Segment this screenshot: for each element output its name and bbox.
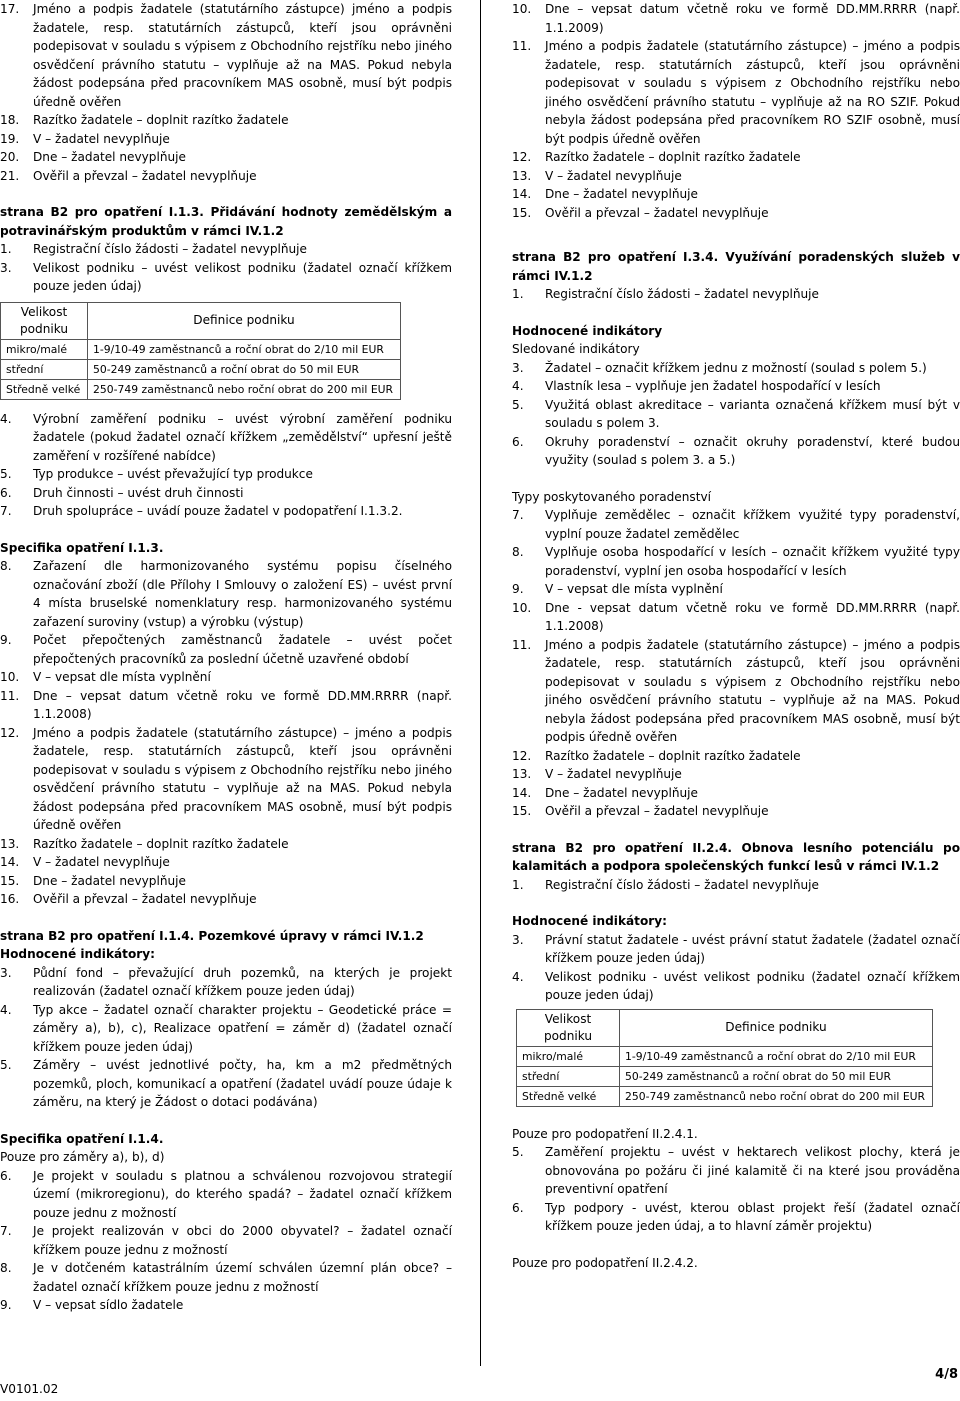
list-item [0, 964, 452, 1001]
list-item [512, 37, 960, 148]
item-text: V – vepsat dle místa vyplnění [545, 582, 723, 596]
item-number: 13. [512, 168, 532, 183]
list-item [512, 377, 960, 396]
document-version: V0101.02 [0, 1382, 59, 1396]
list-item [512, 1199, 960, 1236]
item-number: 13. [512, 767, 532, 781]
item-number: 6. [0, 485, 12, 500]
subheading-indicators: Hodnocené indikátory: [0, 947, 155, 961]
item-text: Typ podpory - uvést, kterou oblast projekt řeší (žadatel označí křížkem pouze jeden údaj, a to hlavní záměr projektu) [545, 1200, 960, 1233]
table-cell-size: střední [1, 359, 88, 379]
item-text: Vlastník lesa – vyplňuje jen žadatel hospodařící v lesích [545, 379, 881, 393]
item-text: Okruhy poradenství – označit okruhy poradenství, které budou využity (soulad s polem 3. a 5.) [545, 434, 960, 467]
page-number: 4/8 [935, 1367, 958, 1382]
item-number: 4. [512, 379, 524, 393]
item-number: 16. [0, 892, 20, 906]
item-number: 14. [512, 785, 532, 800]
item-text: V – vepsat sídlo žadatele [33, 1298, 184, 1312]
item-text: Výrobní zaměření podniku – uvést výrobní zaměření podniku žadatele (pokud žadatel označí křížkem „zemědělství“ upřesní ještě zaměření v rozšířené nabídce) [33, 411, 452, 463]
item-text: V – žadatel nevyplňuje [33, 855, 170, 869]
list-item [0, 557, 452, 631]
list-item [0, 668, 452, 687]
list-item [512, 784, 960, 803]
item-number: 5. [512, 1145, 524, 1159]
item-number: 11. [512, 39, 532, 53]
list-right-b0 [512, 285, 960, 304]
list-item [0, 872, 452, 891]
table-row [1, 379, 401, 399]
item-number: 8. [0, 559, 12, 573]
item-number: 12. [512, 748, 532, 763]
item-number: 4. [0, 1002, 12, 1017]
item-number: 10. [512, 2, 532, 16]
item-text: Záměry – uvést jednotlivé počty, ha, km a m2 předmětných pozemků, ploch, komunikací a opatření (žadatel uvádí pouze údaje k záměru, na který je Žádost o dotaci podávána) [33, 1058, 452, 1109]
list-item [512, 968, 960, 1005]
item-text: Ověřil a převzal – žadatel nevyplňuje [545, 205, 769, 220]
item-text: Razítko žadatele – doplnit razítko žadatele [545, 150, 801, 164]
item-number: 9. [512, 582, 524, 596]
item-text: V – žadatel nevyplňuje [545, 168, 682, 183]
list-left-d [0, 964, 452, 1112]
section-heading-II-2-4: strana B2 pro opatření II.2.4. Obnova lesního potenciálu po kalamitách a podpora společenských funkcí lesů v rámci IV.1.2 [512, 840, 960, 873]
table-row [1, 359, 401, 379]
table-cell-definition: 50-249 zaměstnanců a roční obrat do 50 mil EUR [620, 1066, 933, 1086]
item-number: 10. [512, 600, 532, 615]
note-podopatreni-II-2-4-2: Pouze pro podopatření II.2.4.2. [512, 1255, 698, 1270]
item-number: 3. [0, 260, 12, 275]
item-number: 3. [0, 965, 12, 980]
item-number: 3. [512, 360, 524, 375]
item-number: 10. [0, 670, 20, 684]
item-number: 13. [0, 836, 20, 851]
item-text: Dne – vepsat datum včetně roku ve formě DD.MM.RRRR (např. 1.1.2009) [545, 2, 960, 35]
list-item [512, 433, 960, 470]
item-text: Razítko žadatele – doplnit razítko žadatele [33, 836, 289, 851]
list-item [512, 931, 960, 968]
item-text: Razítko žadatele – doplnit razítko žadatele [545, 748, 801, 763]
item-number: 7. [0, 504, 12, 518]
list-item [512, 580, 960, 599]
table-cell-definition: 250-749 zaměstnanců nebo roční obrat do 200 mil EUR [620, 1086, 933, 1106]
list-item [512, 396, 960, 433]
item-text: Půdní fond – převažující druh pozemků, na kterých je projekt realizován (žadatel označí křížkem pouze jeden údaj) [33, 965, 452, 998]
item-text: Typ produkce – uvést převažující typ produkce [33, 467, 313, 481]
item-text: Zaměření projektu – uvést v hektarech velikost plochy, která je obnovována po požáru či jiné kalamitě či na které jsou prováděna preventivní opatření [545, 1145, 960, 1196]
item-text: Registrační číslo žádosti – žadatel nevyplňuje [33, 242, 307, 256]
item-text: Druh činnosti – uvést druh činnosti [33, 485, 244, 500]
table-cell-size: Středně velké [517, 1086, 620, 1106]
item-number: 1. [512, 877, 524, 892]
list-item [0, 0, 452, 111]
item-text: Dne – vepsat datum včetně roku ve formě DD.MM.RRRR (např. 1.1.2008) [33, 688, 452, 721]
item-text: Ověřil a převzal – žadatel nevyplňuje [33, 892, 257, 906]
item-number: 1. [512, 287, 524, 301]
item-text: Dne – žadatel nevyplňuje [545, 187, 698, 201]
list-item [0, 130, 452, 149]
item-number: 15. [512, 205, 532, 220]
item-number: 15. [512, 804, 532, 818]
list-item [512, 506, 960, 543]
section-heading-specifika-I-1-3: Specifika opatření I.1.3. [0, 540, 164, 555]
list-item [512, 167, 960, 186]
item-text: Razítko žadatele – doplnit razítko žadatele [33, 113, 289, 127]
item-number: 4. [512, 969, 524, 984]
column-divider [480, 0, 481, 1366]
list-item [0, 1259, 452, 1296]
list-item [0, 240, 452, 259]
item-text: V – vepsat dle místa vyplnění [33, 670, 211, 684]
text-advisory-types: Typy poskytovaného poradenství [512, 489, 711, 504]
item-text: Druh spolupráce – uvádí pouze žadatel v podopatření I.1.3.2. [33, 504, 403, 518]
item-number: 1. [0, 242, 12, 256]
list-item [512, 148, 960, 167]
list-item [512, 876, 960, 895]
list-right-d [512, 1143, 960, 1236]
list-right-c1 [512, 931, 960, 1005]
item-number: 7. [512, 508, 524, 522]
list-item [0, 1056, 452, 1112]
enterprise-size-table [516, 1009, 933, 1107]
item-text: Jméno a podpis žadatele (statutárního zástupce) jméno a podpis žadatele, resp. statutárních zástupců, kteří jsou oprávněni podepisovat v souladu s výpisem z Obchodního rejstříku nebo jiného osvědčení právního statutu – vyplňuje až na MAS. Pokud nebyla žádost podepsána před pracovníkem MAS osobně, musí být podpis úředně ověřen [33, 2, 452, 109]
list-left-c [0, 557, 452, 909]
item-text: Jméno a podpis žadatele (statutárního zástupce) – jméno a podpis žadatele, resp. statutárních zástupců, kteří jsou oprávněni podepisovat v souladu s výpisem z Obchodního rejstříku nebo jiného osvědčení právního statutu – vyplňuje až na MAS. Pokud nebyla žádost podepsána před pracovníkem MAS osobně, musí být podpis úředně ověřen [545, 637, 960, 744]
item-number: 6. [0, 1168, 12, 1183]
subheading-indicators: Hodnocené indikátory: [512, 914, 667, 928]
list-item [0, 465, 452, 484]
table-header-definition: Definice podniku [88, 302, 401, 339]
item-number: 11. [512, 637, 532, 652]
item-number: 17. [0, 2, 20, 16]
item-text: Žadatel – označit křížkem jednu z možností (soulad s polem 5.) [545, 360, 927, 375]
item-number: 11. [0, 688, 20, 703]
item-number: 5. [0, 1058, 12, 1072]
item-text: Registrační číslo žádosti – žadatel nevyplňuje [545, 287, 819, 301]
table-cell-definition: 1-9/10-49 zaměstnanců a roční obrat do 2/10 mil EUR [88, 339, 401, 359]
item-text: Ověřil a převzal – žadatel nevyplňuje [545, 804, 769, 818]
item-number: 14. [0, 855, 20, 869]
list-right-a [512, 0, 960, 222]
item-text: Právní statut žadatele - uvést právní statut žadatele (žadatel označí křížkem pouze jeden údaj) [545, 932, 960, 965]
item-number: 14. [512, 187, 532, 201]
table-cell-size: Středně velké [1, 379, 88, 399]
list-item [0, 484, 452, 503]
list-item [0, 1222, 452, 1259]
table-row [517, 1086, 933, 1106]
list-left-e [0, 1167, 452, 1315]
section-heading-I-3-4: strana B2 pro opatření I.3.4. Využívání poradenských služeb v rámci IV.1.2 [512, 250, 960, 283]
list-item [512, 802, 960, 821]
item-number: 7. [0, 1224, 12, 1238]
list-item [512, 1143, 960, 1199]
list-item [0, 259, 452, 296]
item-text: Zařazení dle harmonizovaného systému popisu číselného označování zboží (dle Přílohy I Smlouvy o založení ES) – uvést první 4 místa bruselské nomenklatury resp. harmonizovaného systému zařazení suroviny (vstup) a výrobku (výstup) [33, 559, 452, 629]
item-number: 8. [512, 545, 524, 559]
list-item [512, 636, 960, 747]
list-item [512, 285, 960, 304]
list-item [0, 890, 452, 909]
item-number: 8. [0, 1261, 12, 1275]
item-number: 9. [0, 1298, 12, 1312]
table-header-size: Velikost podniku [1, 302, 88, 339]
item-number: 15. [0, 873, 20, 888]
item-number: 19. [0, 131, 20, 146]
item-number: 3. [512, 932, 524, 947]
section-heading-I-1-3: strana B2 pro opatření I.1.3. Přidávání hodnoty zemědělským a potravinářským produktům v rámci IV.1.2 [0, 205, 452, 238]
table-header-size: Velikost podniku [517, 1009, 620, 1046]
list-item [512, 185, 960, 204]
list-left-b2 [0, 410, 452, 521]
item-number: 6. [512, 434, 524, 449]
section-heading-specifika-I-1-4: Specifika opatření I.1.4. [0, 1131, 164, 1146]
item-number: 5. [0, 467, 12, 481]
list-item [0, 835, 452, 854]
note-podopatreni-II-2-4-1: Pouze pro podopatření II.2.4.1. [512, 1126, 698, 1141]
table-row [1, 339, 401, 359]
list-item [0, 167, 452, 186]
item-number: 12. [512, 150, 532, 164]
item-text: V – žadatel nevyplňuje [33, 131, 170, 146]
list-item [0, 111, 452, 130]
table-cell-definition: 1-9/10-49 zaměstnanců a roční obrat do 2/10 mil EUR [620, 1046, 933, 1066]
item-text: Registrační číslo žádosti – žadatel nevyplňuje [545, 877, 819, 892]
left-column [0, 0, 452, 1315]
item-text: Dne – žadatel nevyplňuje [545, 785, 698, 800]
item-text: Ověřil a převzal – žadatel nevyplňuje [33, 168, 257, 183]
list-item [0, 148, 452, 167]
list-item [0, 687, 452, 724]
table-cell-definition: 250-749 zaměstnanců nebo roční obrat do 200 mil EUR [88, 379, 401, 399]
list-item [512, 765, 960, 784]
section-heading-I-1-4: strana B2 pro opatření I.1.4. Pozemkové úpravy v rámci IV.1.2 [0, 928, 424, 943]
note-zamery: Pouze pro záměry a), b), d) [0, 1150, 165, 1164]
item-text: Využitá oblast akreditace – varianta označená křížkem musí být v souladu s polem 3. [545, 397, 960, 430]
list-item [0, 1001, 452, 1057]
item-text: Jméno a podpis žadatele (statutárního zástupce) – jméno a podpis žadatele, resp. statutárních zástupců, kteří jsou oprávněni podepisovat v souladu s výpisem z Obchodního rejstříku nebo jiného osvědčení právního statutu – vyplňuje až na MAS. Pokud nebyla žádost podepsána před pracovníkem MAS osobně, musí být podpis úředně ověřen [33, 725, 452, 832]
list-item [512, 359, 960, 378]
list-right-b1 [512, 359, 960, 470]
list-left-a [0, 0, 452, 185]
item-text: Je projekt realizován v obci do 2000 obyvatel? – žadatel označí křížkem pouze jednu z možností [33, 1224, 452, 1257]
table-header-definition: Definice podniku [620, 1009, 933, 1046]
table-row [517, 1046, 933, 1066]
list-item [512, 747, 960, 766]
list-right-b2 [512, 506, 960, 821]
subheading-indicators: Hodnocené indikátory [512, 323, 663, 338]
item-text: Typ akce – žadatel označí charakter projektu – Geodetické práce = záměry a), b), c), Realizace opatření = záměr d) (žadatel označí křížkem pouze jeden údaj) [33, 1002, 452, 1054]
list-item [512, 543, 960, 580]
item-text: Vyplňuje osoba hospodařící v lesích – označit křížkem využité typy poradenství, vyplní jen osoba hospodařící v lesích [545, 545, 960, 578]
item-number: 20. [0, 150, 20, 164]
item-number: 12. [0, 725, 20, 740]
item-number: 5. [512, 397, 524, 412]
item-number: 21. [0, 168, 20, 183]
list-item [512, 204, 960, 223]
list-left-b1 [0, 240, 452, 296]
list-right-c0 [512, 876, 960, 895]
list-item [512, 599, 960, 636]
list-item [0, 502, 452, 521]
table-cell-size: mikro/malé [1, 339, 88, 359]
enterprise-size-table [0, 302, 401, 400]
item-text: V – žadatel nevyplňuje [545, 767, 682, 781]
item-text: Dne – žadatel nevyplňuje [33, 150, 186, 164]
item-text: Je v dotčeném katastrálním území schválen územní plán obce? – žadatel označí křížkem pouze jednu z možností [33, 1261, 452, 1294]
item-text: Dne – žadatel nevyplňuje [33, 873, 186, 888]
list-item [0, 631, 452, 668]
table-cell-definition: 50-249 zaměstnanců a roční obrat do 50 mil EUR [88, 359, 401, 379]
list-item [0, 1167, 452, 1223]
item-number: 6. [512, 1200, 524, 1215]
item-number: 18. [0, 113, 20, 127]
item-number: 9. [0, 633, 12, 647]
item-text: Jméno a podpis žadatele (statutárního zástupce) – jméno a podpis žadatele, resp. statutárních zástupců, kteří jsou oprávněni podepisovat v souladu s výpisem z Obchodního rejstříku nebo jiného osvědčení právního statutu – vyplňuje až na RO SZIF. Pokud nebyla žádost podepsána před pracovníkem RO SZIF osobně, musí být podpis úředně ověřen [545, 39, 960, 146]
list-item [512, 0, 960, 37]
table-cell-size: střední [517, 1066, 620, 1086]
table-cell-size: mikro/malé [517, 1046, 620, 1066]
item-text: Počet přepočtených zaměstnanců žadatele – uvést počet přepočtených pracovníků za poslední účetně uzavřené období [33, 633, 452, 666]
list-item [0, 1296, 452, 1315]
item-text: Velikost podniku – uvést velikost podniku (žadatel označí křížkem pouze jeden údaj) [33, 260, 452, 293]
item-text: Je projekt v souladu s platnou a schválenou rozvojovou strategií území (mikroregionu), do kterého spadá? – žadatel označí křížkem pouze jednu z možností [33, 1168, 452, 1220]
list-item [0, 410, 452, 466]
item-text: Vyplňuje zemědělec – označit křížkem využité typy poradenství, vyplní pouze žadatel zemědělec [545, 508, 960, 541]
right-column [512, 0, 960, 1272]
list-item [0, 724, 452, 835]
list-item [0, 853, 452, 872]
table-row [517, 1066, 933, 1086]
text-monitored-indicators: Sledované indikátory [512, 342, 640, 356]
item-text: Velikost podniku - uvést velikost podniku (žadatel označí křížkem pouze jeden údaj) [545, 969, 960, 1002]
item-text: Dne - vepsat datum včetně roku ve formě DD.MM.RRRR (např. 1.1.2008) [545, 600, 960, 633]
item-number: 4. [0, 411, 12, 426]
